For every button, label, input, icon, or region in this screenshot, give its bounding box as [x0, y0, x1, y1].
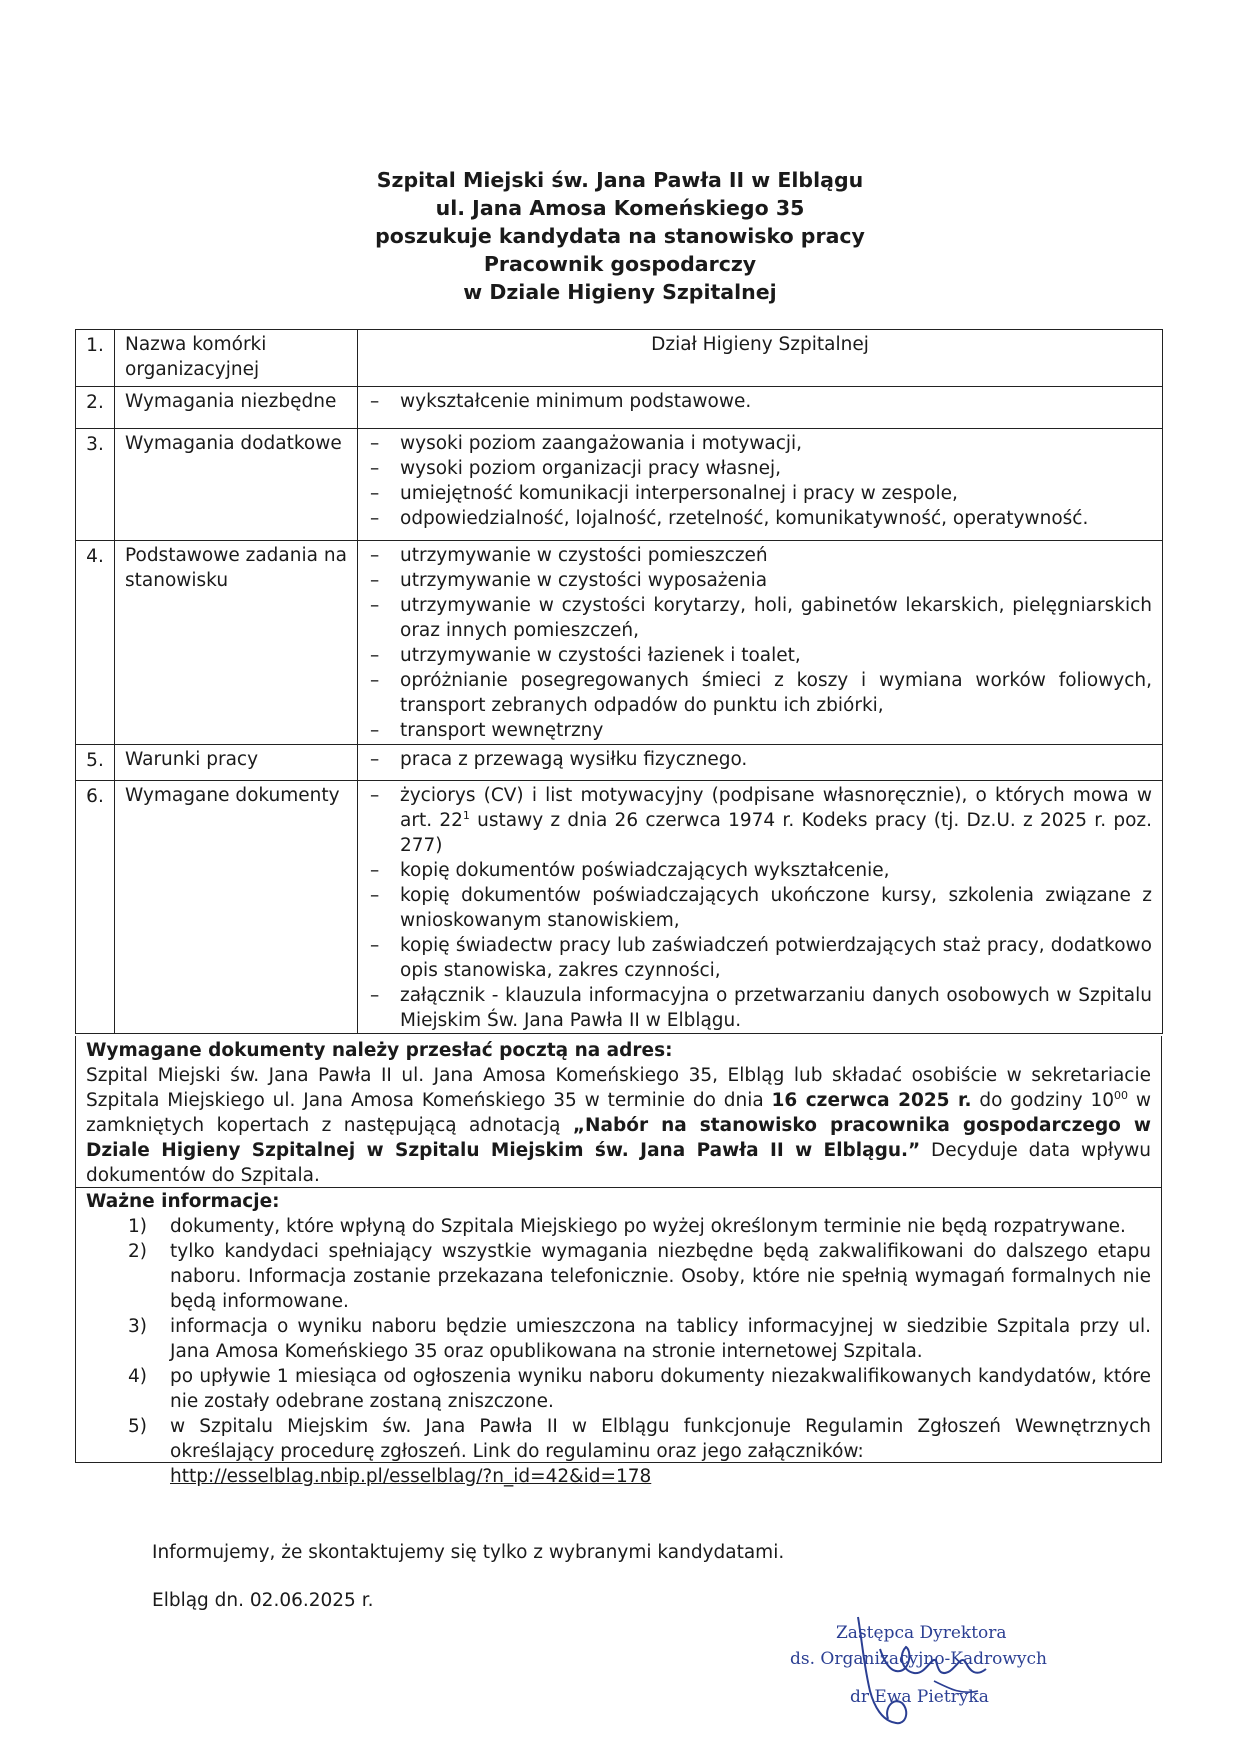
handwritten-signature — [840, 1611, 1000, 1741]
item-number: 1) — [128, 1216, 147, 1237]
item-text: w Szpitalu Miejskim św. Jana Pawła II w Elblągu funkcjonuje Regulamin Zgłoszeń Wewnętrznych określający procedurę zgłoszeń. Link do regulaminu oraz jego załączników: — [170, 1416, 1151, 1462]
list-item — [86, 1364, 1151, 1414]
list-item — [368, 783, 1152, 858]
stamp-department: ds. Organizacyjno-Kadrowych — [790, 1649, 1048, 1669]
cv-text-a: życiorys (CV) i list motywacyjny (podpisane własnoręcznie), o których mowa w art. 22 — [400, 785, 1152, 831]
stamp-name: dr Ewa Pietryka — [850, 1687, 989, 1707]
list-item — [86, 1414, 1151, 1489]
document-title — [0, 166, 1240, 306]
documents-list — [368, 783, 1152, 1033]
submission-text-1: Szpital Miejski św. Jana Pawła II ul. Jana Amosa Komeńskiego 35, Elbląg lub składać osobiście w sekretariacie Szpitala Miejskiego ul. Jana Amosa Komeńskiego 35 w terminie do dnia — [86, 1065, 1151, 1111]
table-row — [76, 429, 1163, 541]
cv-text-b: ustawy z dnia 26 czerwca 1974 r. Kodeks pracy (tj. Dz.U. z 2025 r. poz. 277) — [400, 810, 1152, 856]
row-number: 2. — [76, 387, 115, 429]
item-number: 2) — [128, 1241, 147, 1262]
list-item: – kopię dokumentów poświadczających ukończone kursy, szkolenia związane z wnioskowanym stanowiskiem, — [368, 883, 1152, 933]
title-department: w Dziale Higieny Szpitalnej — [463, 280, 777, 304]
item-text: informacja o wyniku naboru będzie umieszczona na tablicy informacyjnej w siedzibie Szpitala przy ul. Jana Amosa Komeńskiego 35 oraz opublikowana na stronie internetowej Szpitala. — [170, 1316, 1151, 1362]
submission-text — [86, 1063, 1151, 1188]
list-item: – wykształcenie minimum podstawowe. — [368, 389, 1152, 414]
row-number: 5. — [76, 745, 115, 781]
list-item: – opróżnianie posegregowanych śmieci z koszy i wymiana worków foliowych, transport zebranych odpadów do punktu ich zbiórki, — [368, 668, 1152, 718]
list-item: – transport wewnętrzny — [368, 718, 1152, 743]
item-text: dokumenty, które wpłyną do Szpitala Miejskiego po wyżej określonym terminie nie będą rozpatrywane. — [170, 1216, 1126, 1237]
table-row — [76, 387, 1163, 429]
row-number: 1. — [76, 330, 115, 387]
issue-date: Elbląg dn. 02.06.2025 r. — [152, 1590, 374, 1611]
info-heading: Ważne informacje: — [86, 1191, 280, 1212]
conditions-list — [368, 747, 1152, 772]
item-text: po upływie 1 miesiąca od ogłoszenia wyniku naboru dokumenty niezakwalifikowanych kandydatów, które nie zostały odebrane zostaną zniszczone. — [170, 1366, 1151, 1412]
row-label: Podstawowe zadania na stanowisku — [115, 541, 358, 745]
requirements-list — [368, 389, 1152, 414]
list-item: – praca z przewagą wysiłku fizycznego. — [368, 747, 1152, 772]
submission-text-2: do godziny 10 — [971, 1090, 1115, 1111]
submission-heading: Wymagane dokumenty należy przesłać pocztą na adres: — [86, 1040, 673, 1061]
table-row — [76, 541, 1163, 745]
row-number: 6. — [76, 781, 115, 1034]
list-item: – wysoki poziom zaangażowania i motywacji, — [368, 431, 1152, 456]
regulation-link[interactable]: http://esselblag.nbip.pl/esselblag/?n_id=42&id=178 — [170, 1466, 652, 1487]
table-row — [76, 745, 1163, 781]
list-item: – utrzymywanie w czystości korytarzy, holi, gabinetów lekarskich, pielęgniarskich oraz innych pomieszczeń, — [368, 593, 1152, 643]
row-label: Wymagania dodatkowe — [115, 429, 358, 541]
item-number: 5) — [128, 1416, 147, 1437]
row-number: 4. — [76, 541, 115, 745]
important-info-section — [75, 1187, 1162, 1487]
stamp-title: Zastępca Dyrektora — [836, 1623, 1007, 1643]
list-item: – wysoki poziom organizacji pracy własnej, — [368, 456, 1152, 481]
list-item: – załącznik - klauzula informacyjna o przetwarzaniu danych osobowych w Szpitalu Miejskim Św. Jana Pawła II w Elblągu. — [368, 983, 1152, 1033]
row-label: Warunki pracy — [115, 745, 358, 781]
table-row — [76, 330, 1163, 387]
list-item — [86, 1214, 1151, 1239]
list-item — [86, 1314, 1151, 1364]
submission-text-4: Decyduje data wpływu dokumentów do Szpitala. — [86, 1140, 1151, 1186]
deadline-date: 16 czerwca 2025 r. — [771, 1090, 972, 1111]
title-position: Pracownik gospodarczy — [483, 252, 757, 276]
row-label: Wymagane dokumenty — [115, 781, 358, 1034]
row-value: Dział Higieny Szpitalnej — [358, 330, 1163, 387]
list-item: – odpowiedzialność, lojalność, rzetelność, komunikatywność, operatywność. — [368, 506, 1152, 531]
title-address: ul. Jana Amosa Komeńskiego 35 — [435, 196, 805, 220]
duties-list — [368, 543, 1152, 743]
list-item: – kopię świadectw pracy lub zaświadczeń potwierdzających staż pracy, dodatkowo opis stanowiska, zakres czynności, — [368, 933, 1152, 983]
contact-note: Informujemy, że skontaktujemy się tylko z wybranymi kandydatami. — [152, 1542, 785, 1563]
info-list — [86, 1214, 1151, 1489]
list-item: – utrzymywanie w czystości łazienek i toalet, — [368, 643, 1152, 668]
list-item: – utrzymywanie w czystości wyposażenia — [368, 568, 1152, 593]
list-item: – utrzymywanie w czystości pomieszczeń — [368, 543, 1152, 568]
table-row — [76, 781, 1163, 1034]
additional-requirements-list — [368, 431, 1152, 531]
item-text: tylko kandydaci spełniający wszystkie wymagania niezbędne będą zakwalifikowani do dalszego etapu naboru. Informacja zostanie przekazana telefonicznie. Osoby, które nie spełnią wymagań formalnych nie będą informowane. — [170, 1241, 1151, 1312]
row-number: 3. — [76, 429, 115, 541]
envelope-annotation: „Nabór na stanowisko pracownika gospodarczego w Dziale Higieny Szpitalnej w Szpitalu Miejskim św. Jana Pawła II w Elblągu.” — [86, 1115, 1152, 1161]
row-label: Nazwa komórki organizacyjnej — [115, 330, 358, 387]
signature-stamp — [760, 1615, 1100, 1745]
job-details-table — [75, 329, 1163, 1034]
article-superscript: 1 — [462, 808, 470, 822]
item-number: 4) — [128, 1366, 147, 1387]
item-number: 3) — [128, 1316, 147, 1337]
submission-section — [75, 1036, 1162, 1188]
list-item — [86, 1239, 1151, 1314]
title-seeking: poszukuje kandydata na stanowisko pracy — [375, 224, 865, 248]
title-hospital: Szpital Miejski św. Jana Pawła II w Elblągu — [376, 168, 864, 192]
hour-superscript: 00 — [1114, 1088, 1129, 1102]
submission-text-3: w zamkniętych kopertach z następującą adnotacją — [86, 1090, 1152, 1136]
row-label: Wymagania niezbędne — [115, 387, 358, 429]
list-item: – kopię dokumentów poświadczających wykształcenie, — [368, 858, 1152, 883]
list-item: – umiejętność komunikacji interpersonalnej i pracy w zespole, — [368, 481, 1152, 506]
